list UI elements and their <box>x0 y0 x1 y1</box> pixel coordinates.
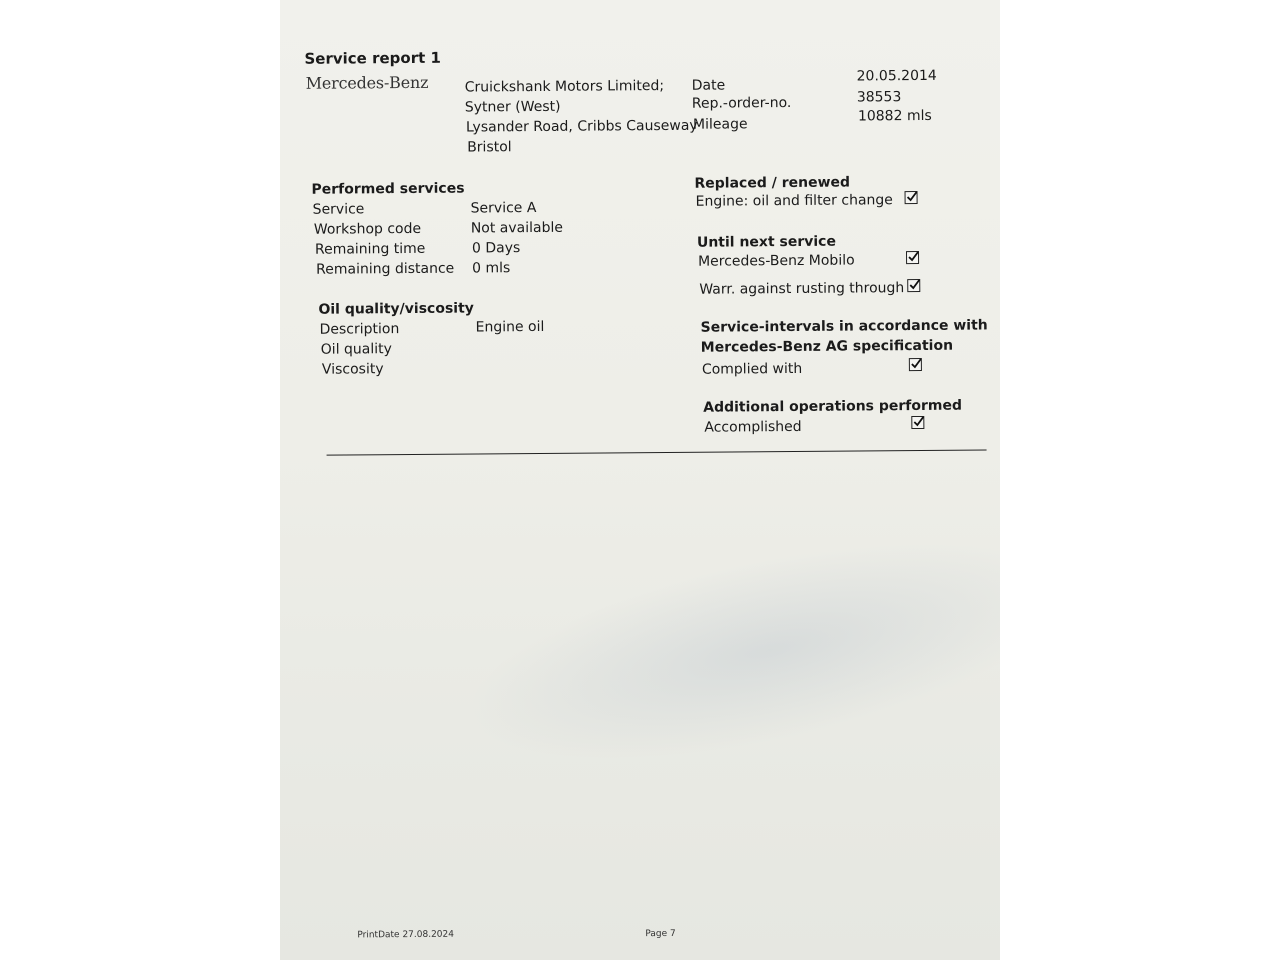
oil-value: Engine oil <box>475 318 545 336</box>
report-title: Service report 1 <box>304 48 441 68</box>
replaced-heading: Replaced / renewed <box>694 174 851 192</box>
intervals-heading-line2: Mercedes-Benz AG specification <box>700 337 954 356</box>
rust-warranty-checkbox <box>907 279 920 292</box>
dealer-line: Bristol <box>467 139 512 156</box>
dealer-line: Sytner (West) <box>464 98 561 116</box>
order-number-label: Rep.-order-no. <box>691 94 792 112</box>
page-number: Page 7 <box>645 928 676 940</box>
additional-heading: Additional operations performed <box>703 397 963 416</box>
until-next-item-label: Warr. against rusting through <box>699 280 905 298</box>
section-divider <box>327 449 987 455</box>
replaced-checkbox <box>905 191 918 204</box>
until-next-heading: Until next service <box>696 233 836 251</box>
paper-sheet <box>280 0 1000 960</box>
checkmark-icon <box>906 191 918 203</box>
intervals-item-label: Complied with <box>701 360 803 378</box>
additional-checkbox <box>911 416 924 429</box>
performed-label: Workshop code <box>313 220 422 238</box>
dealer-line: Cruickshank Motors Limited; <box>464 77 665 96</box>
replaced-item-label: Engine: oil and filter change <box>695 192 893 210</box>
intervals-heading-line1: Service-intervals in accordance with <box>700 317 988 336</box>
performed-value: 0 Days <box>471 240 521 257</box>
until-next-item-label: Mercedes-Benz Mobilo <box>698 252 855 270</box>
performed-services-heading: Performed services <box>311 180 465 198</box>
performed-value: 0 mls <box>472 260 511 277</box>
dealer-line: Lysander Road, Cribbs Causeway <box>465 117 698 136</box>
performed-value: Not available <box>470 219 564 237</box>
checkmark-icon <box>910 358 922 370</box>
checkmark-icon <box>912 416 924 428</box>
intervals-checkbox <box>909 358 922 371</box>
checkmark-icon <box>907 251 919 263</box>
brand-logo-text: Mercedes-Benz <box>305 72 429 93</box>
print-date: PrintDate 27.08.2024 <box>357 929 454 941</box>
oil-label: Description <box>319 321 400 338</box>
report-content <box>280 0 1000 960</box>
additional-item-label: Accomplished <box>704 418 802 436</box>
mileage-label: Mileage <box>692 116 748 133</box>
mobilo-checkbox <box>906 251 919 264</box>
order-number-value: 38553 <box>856 89 902 106</box>
date-value: 20.05.2014 <box>856 67 937 85</box>
mileage-value: 10882 mls <box>857 107 932 125</box>
checkmark-icon <box>908 279 920 291</box>
oil-label: Oil quality <box>320 341 392 358</box>
oil-label: Viscosity <box>321 361 384 378</box>
performed-label: Remaining distance <box>316 260 455 278</box>
date-label: Date <box>691 77 726 94</box>
performed-label: Service <box>312 201 365 218</box>
performed-label: Remaining time <box>314 240 426 258</box>
performed-value: Service A <box>470 199 537 217</box>
oil-heading: Oil quality/viscosity <box>318 300 474 318</box>
